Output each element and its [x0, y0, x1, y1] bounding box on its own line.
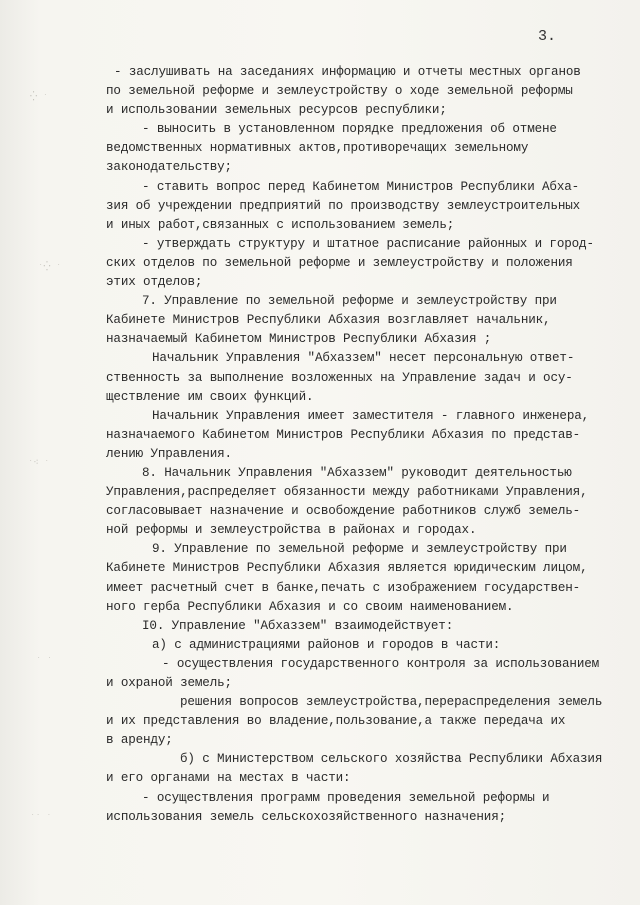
text-line: ственность за выполнение возложенных на Управление задач и осу-	[106, 370, 573, 385]
text-line: этих отделов;	[106, 275, 203, 290]
text-line: 7. Управление по земельной реформе и землеустройству при	[142, 294, 557, 309]
text-line: и использовании земельных ресурсов республики;	[106, 103, 447, 118]
speck: ⁛ ˑ	[30, 92, 48, 102]
speck: ˑ ˑ	[36, 655, 53, 665]
text-line: 9. Управление по земельной реформе и землеустройству при	[152, 542, 567, 557]
text-line: и охраной земель;	[106, 676, 232, 690]
text-line: б) с Министерством сельского хозяйства Республики Абхазия	[180, 752, 603, 767]
text-line: и иных работ,связанных с использованием земель;	[106, 217, 455, 232]
text-line: ведомственных нормативных актов,противоречащих земельному	[106, 141, 529, 156]
text-line: ного герба Республики Абхазия и со своим наименованием.	[106, 599, 514, 614]
text-line: Начальник Управления имеет заместителя - главного инженера,	[152, 408, 590, 423]
text-line: - выносить в установленном порядке предложения об отмене	[142, 122, 557, 137]
speck: ˑˑ ˑ	[30, 812, 52, 822]
text-line: ществление им своих функций.	[106, 389, 314, 404]
text-line: по земельной реформе и землеустройству о ходе земельной реформы	[106, 84, 573, 99]
text-line: а) с администрациями районов и городов в части:	[152, 637, 501, 652]
text-line: I0. Управление "Абхаззем" взаимодействует:	[142, 618, 454, 633]
margin-specks	[0, 0, 100, 905]
text-line: лению Управления.	[106, 446, 232, 461]
text-line: - осуществления программ проведения земельной реформы и	[142, 790, 550, 805]
text-line: - ставить вопрос перед Кабинетом Министров Республики Абха-	[142, 179, 580, 194]
text-line: ной реформы и землеустройства в районах и городах.	[106, 523, 477, 538]
text-line: зия об учреждении предприятий по производству землеустроительных	[106, 198, 581, 213]
text-line: законодательству;	[106, 160, 232, 175]
text-line: использования земель сельскохозяйственного назначения;	[106, 809, 507, 824]
text-line: Кабинете Министров Республики Абхазия является юридическим лицом,	[106, 561, 588, 576]
page-number: 3.	[538, 28, 557, 45]
text-line: и их представления во владение,пользование,а также передача их	[106, 714, 566, 729]
text-line: имеет расчетный счет в банке,печать с изображением государствен-	[106, 580, 581, 595]
document-body	[106, 63, 616, 827]
text-line: и его органами на местах в части:	[106, 771, 351, 786]
text-line: - утверждать структуру и штатное расписание районных и город-	[142, 236, 594, 251]
text-line: - заслушивать на заседаниях информацию и отчеты местных органов	[114, 65, 581, 79]
speck: ˑ⁖ ˑ	[28, 458, 50, 468]
text-line: Начальник Управления "Абхаззем" несет персональную ответ-	[152, 351, 575, 366]
text-line: Кабинете Министров Республики Абхазия возглавляет начальник,	[106, 313, 551, 328]
text-line: в аренду;	[106, 733, 173, 748]
text-line: ских отделов по земельной реформе и землеустройству и положения	[106, 255, 573, 270]
text-line: - осуществления государственного контроля за использованием	[162, 656, 600, 671]
text-line: Управления,распределяет обязанности между работниками Управления,	[106, 485, 588, 500]
text-line: назначаемый Кабинетом Министров Республики Абхазия ;	[106, 332, 492, 347]
text-line: назначаемого Кабинетом Министров Республики Абхазия по представ-	[106, 427, 581, 442]
text-line: решения вопросов землеустройства,перераспределения земель	[180, 695, 603, 710]
text-line: 8. Начальник Управления "Абхаззем" руководит деятельностью	[142, 465, 572, 480]
text-line: согласовывает назначение и освобождение работников служб земель-	[106, 504, 581, 519]
speck: ˑ⁛ ˑ	[38, 262, 62, 272]
